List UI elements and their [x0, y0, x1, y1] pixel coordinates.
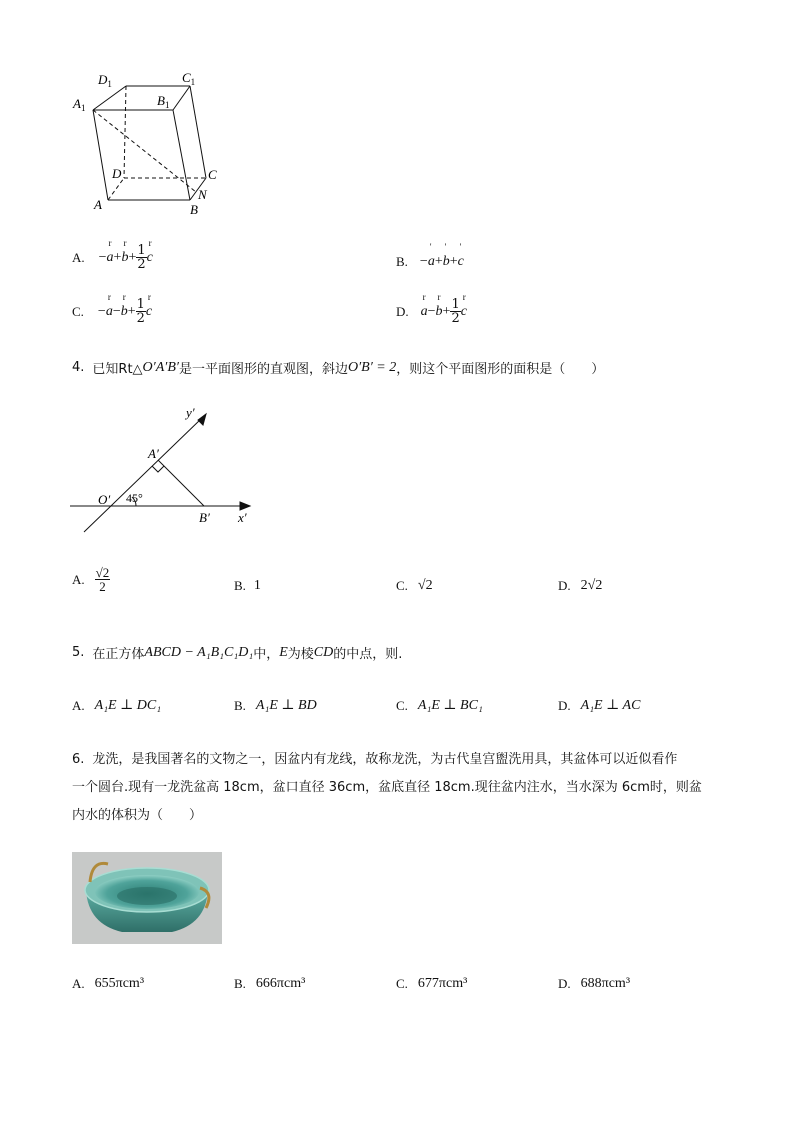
q4-option-b[interactable]: B. 1 [234, 578, 261, 593]
q5-stem: 5. 在正方体 ABCD − A₁B₁C₁D₁ 中， E 为棱 CD 的中点，则. [72, 644, 403, 662]
q5-option-c[interactable]: C. A₁E ⊥ BC₁ [396, 697, 483, 713]
q6-stem: 6. 龙洗，是我国著名的文物之一，因盆内有龙线，故称龙洗，为古代皇宫盥洗用具，其盆体可以近似看作 一个圆台.现有一龙洗盆高 18cm，盆口直径 36cm，盆底直径 18cm.现往盆内注水，当水深为 6cm时，则盆 内水的体积为（ ） [72, 752, 702, 823]
q4-option-a[interactable]: A. $\frac{√2}{2}$ [72, 565, 110, 594]
fraction: $\frac{1}{2}$ [136, 297, 145, 326]
parallelepiped-figure [68, 68, 228, 220]
label-o-prime: O′ [98, 492, 111, 507]
label-a1: $A_1$ [73, 96, 86, 113]
q4-option-c[interactable]: C. √2 [396, 578, 433, 593]
angle-label: 45° [126, 491, 143, 505]
oblique-projection-figure [66, 400, 266, 538]
fraction: $\frac{√2}{2}$ [95, 565, 110, 594]
q5-option-d[interactable]: D. A₁E ⊥ AC [558, 697, 641, 713]
label-a: A [94, 197, 102, 212]
fraction: $\frac{1}{2}$ [137, 243, 146, 272]
fraction: $\frac{1}{2}$ [451, 297, 460, 326]
q6-option-a[interactable]: A. 655πcm³ [72, 976, 145, 991]
label-n: N [198, 187, 207, 202]
label-a-prime: A′ [148, 446, 159, 461]
q5-option-a[interactable]: A. A₁E ⊥ DC₁ [72, 697, 162, 713]
q3-option-c[interactable]: C. − r a − r b + $\frac{1}{2}$ r c [72, 291, 153, 326]
q3-option-b[interactable]: B. − ' a + ' b + ' c [396, 242, 464, 269]
label-b-prime: B′ [199, 510, 210, 525]
label-d: D [112, 166, 122, 181]
label-c1: $C_1$ [182, 70, 196, 87]
label-b1: $B_1$ [157, 93, 170, 110]
q6-option-c[interactable]: C. 677πcm³ [396, 976, 468, 991]
q6-option-d[interactable]: D. 688πcm³ [558, 976, 631, 991]
label-d1: $D_1$ [98, 72, 112, 89]
q4-stem: 4. 已知Rt△ O′A′B′ 是一平面图形的直观图，斜边 O′B′ = 2 ，则这个平面图形的面积是（ ） [72, 359, 605, 377]
label-x: x′ [238, 510, 247, 525]
label-c: C [208, 167, 217, 182]
label-y: y′ [186, 405, 195, 420]
q4-option-d[interactable]: D. 2√2 [558, 578, 603, 593]
q3-option-d[interactable]: D. r a − r b + $\frac{1}{2}$ r c [396, 291, 467, 326]
q5-option-b[interactable]: B. A₁E ⊥ BD [234, 697, 317, 713]
q6-option-b[interactable]: B. 666πcm³ [234, 976, 306, 991]
basin-photo [72, 852, 222, 944]
label-b: B [190, 202, 198, 217]
q3-option-a[interactable]: A. − r a + r b + $\frac{1}{2}$ r c [72, 237, 153, 272]
